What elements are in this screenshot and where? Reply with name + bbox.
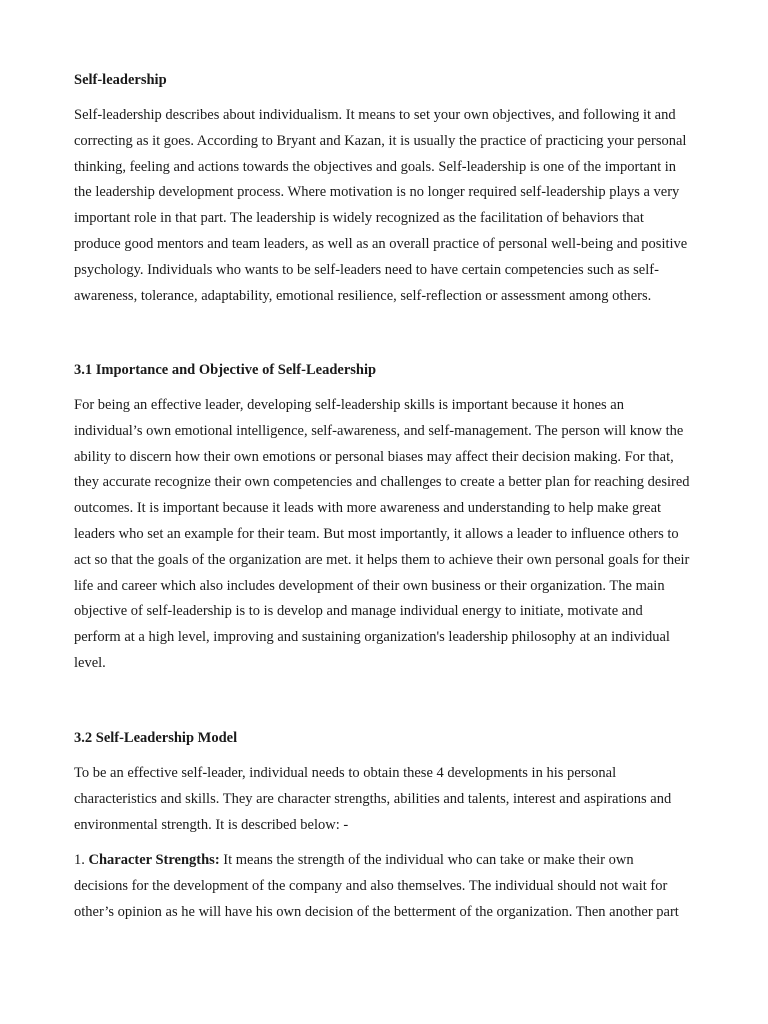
text-line: Self-leadership describes about individualism. It means to set your own objectives, and following it and: [74, 107, 676, 123]
text-line: the leadership development process. Where motivation is no longer required self-leadership plays a very: [74, 184, 680, 201]
text-line: level.: [74, 654, 106, 671]
list-term: Character Strengths:: [88, 852, 220, 868]
text-line: environmental strength. It is described below: -: [74, 816, 349, 833]
text-line: To be an effective self-leader, individual needs to obtain these 4 developments in his personal: [74, 765, 617, 781]
section-heading-model: 3.2 Self-Leadership Model: [74, 730, 238, 746]
text-line: decisions for the development of the company and also themselves. The individual should not wait for: [74, 877, 668, 894]
text-line: produce good mentors and team leaders, as well as an overall practice of personal well-being and positive: [74, 235, 688, 252]
text-line: thinking, feeling and actions towards the objectives and goals. Self-leadership is one of the important in: [74, 158, 677, 175]
list-item-character-strengths: [74, 848, 679, 925]
section-heading-self-leadership: Self-leadership: [74, 72, 167, 88]
text-line: objective of self-leadership is to is develop and manage individual energy to initiate, motivate and: [74, 603, 643, 620]
text-line: act so that the goals of the organization are met. it helps them to achieve their own personal goals for their: [74, 551, 690, 568]
text-line: ability to discern how their own emotions or personal biases may affect their decision making. For that,: [74, 448, 674, 465]
list-text: It means the strength of the individual who can take or make their own: [223, 852, 634, 868]
text-line: outcomes. It is important because it leads with more awareness and understanding to help make great: [74, 500, 662, 517]
paragraph-importance: [74, 393, 690, 677]
text-line: psychology. Individuals who wants to be self-leaders need to have certain competencies such as self-: [74, 261, 659, 278]
paragraph-self-leadership: [74, 103, 687, 309]
text-line: life and career which also includes development of their own business or their organization. The main: [74, 577, 665, 594]
section-heading-importance: 3.1 Importance and Objective of Self-Leadership: [74, 362, 377, 378]
text-line: individual’s own emotional intelligence, self-awareness, and self-management. The person will know the: [74, 422, 684, 439]
text-line: awareness, tolerance, adaptability, emotional resilience, self-reflection or assessment among others.: [74, 287, 652, 304]
text-line: correcting as it goes. According to Bryant and Kazan, it is usually the practice of practicing your personal: [74, 132, 687, 149]
text-line: leaders who set an example for their team. But most importantly, it allows a leader to influence others to: [74, 525, 679, 542]
text-line: other’s opinion as he will have his own decision of the betterment of the organization. Then another part: [74, 903, 679, 920]
paragraph-model-intro: [74, 761, 671, 838]
text-line: characteristics and skills. They are character strengths, abilities and talents, interest and aspirations and: [74, 790, 672, 807]
text-line: important role in that part. The leadership is widely recognized as the facilitation of behaviors that: [74, 210, 644, 227]
text-line: For being an effective leader, developing self-leadership skills is important because it hones an: [74, 397, 624, 413]
text-line: perform at a high level, improving and sustaining organization's leadership philosophy at an individual: [74, 629, 670, 646]
text-line: [74, 848, 679, 874]
text-line: they accurate recognize their own competencies and challenges to create a better plan for reaching desired: [74, 474, 690, 491]
list-number: 1.: [74, 852, 85, 868]
